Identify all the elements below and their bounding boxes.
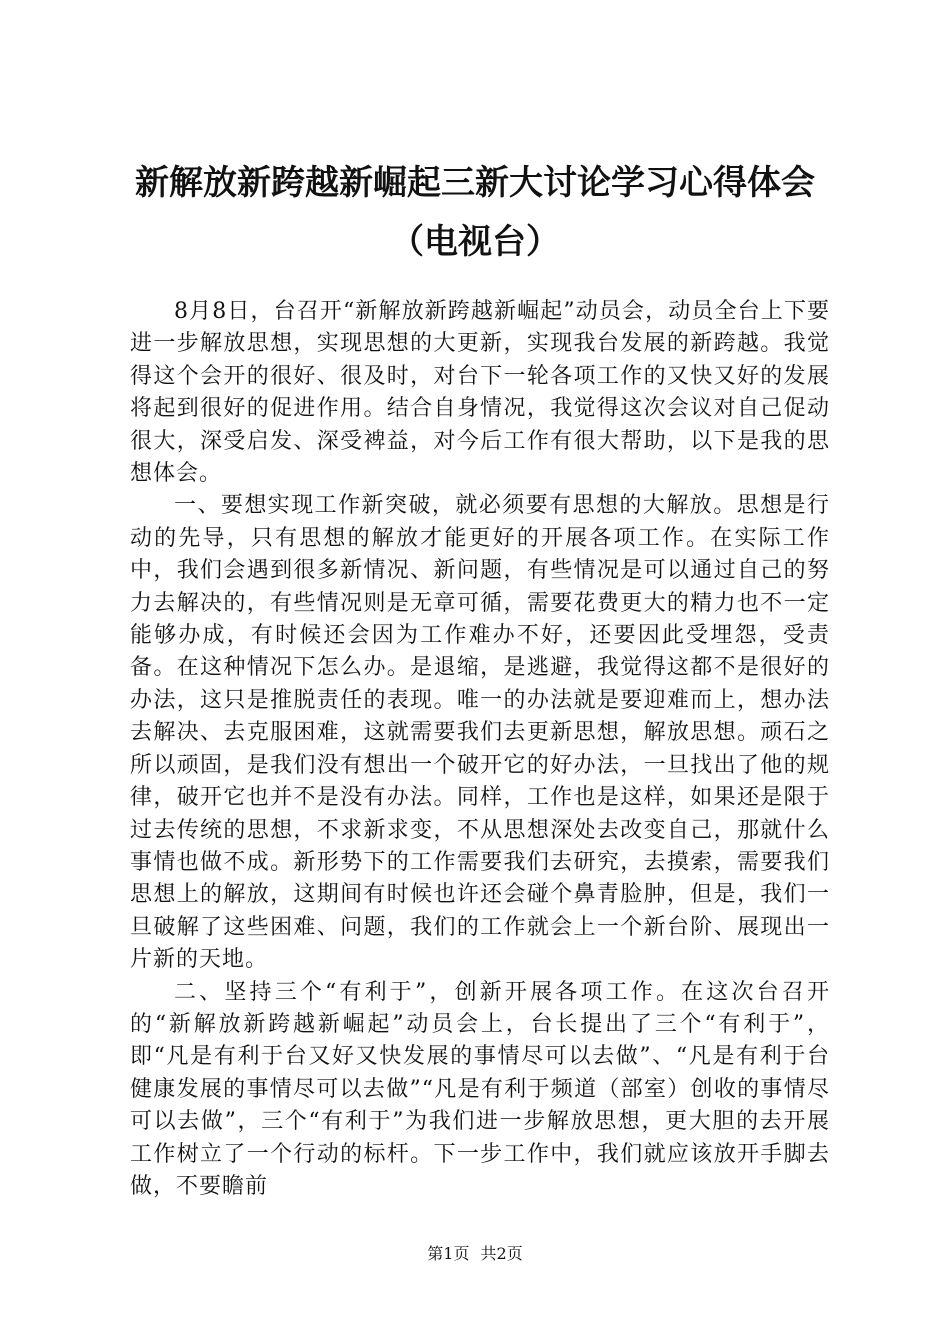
paragraph-section-one: 一、要想实现工作新突破，就必须要有思想的大解放。思想是行动的先导，只有思想的解放才能更好的开展各项工作。在实际工作中，我们会遇到很多新情况、新问题，有些情况是可以通过自己的努力去解决的，有些情况则是无章可循，需要花费更大的精力也不一定能够办成，有时候还会因为工作难办不好，还要因此受埋怨，受责备。在这种情况下怎么办。是退缩，是逃避，我觉得这都不是很好的办法，这只是推脱责任的表现。唯一的办法就是要迎难而上，想办法去解决、去克服困难，这就需要我们去更新思想，解放思想。顽石之所以顽固，是我们没有想出一个破开它的好办法，一旦找出了他的规律，破开它也并不是没有办法。同样，工作也是这样，如果还是限于过去传统的思想，不求新求变，不从思想深处去改变自己，那就什么事情也做不成。新形势下的工作需要我们去研究，去摸索，需要我们思想上的解放，这期间有时候也许还会碰个鼻青脸肿，但是，我们一旦破解了这些困难、问题，我们的工作就会上一个新台阶、展现出一片新的天地。 xyxy=(130,493,830,973)
page-footer xyxy=(0,1244,950,1264)
document-title: 新解放新跨越新崛起三新大讨论学习心得体会 xyxy=(135,163,815,203)
page-number: 第1页 xyxy=(427,1244,470,1263)
document-body xyxy=(130,296,830,1203)
paragraph-section-two: 二、坚持三个“有利于”，创新开展各项工作。在这次台召开的“新解放新跨越新崛起”动员会上，台长提出了三个“有利于”，即“凡是有利于台又好又快发展的事情尽可以去做”、“凡是有利于台健康发展的事情尽可以去做”“凡是有利于频道（部室）创收的事情尽可以去做”，三个“有利于”为我们进一步解放思想，更大胆的去开展工作树立了一个行动的标杆。下一步工作中，我们就应该放开手脚去做，不要瞻前 xyxy=(130,979,830,1199)
document-subtitle: （电视台） xyxy=(390,222,560,262)
page-total: 共2页 xyxy=(480,1244,523,1263)
paragraph-intro: 8月8日，台召开“新解放新跨越新崛起”动员会，动员全台上下要进一步解放思想，实现思想的大更新，实现我台发展的新跨越。我觉得这个会开的很好、很及时，对台下一轮各项工作的又快又好的发展将起到很好的促进作用。结合自身情况，我觉得这次会议对自己促动很大，深受启发、深受裨益，对今后工作有很大帮助，以下是我的思想体会。 xyxy=(130,299,830,487)
